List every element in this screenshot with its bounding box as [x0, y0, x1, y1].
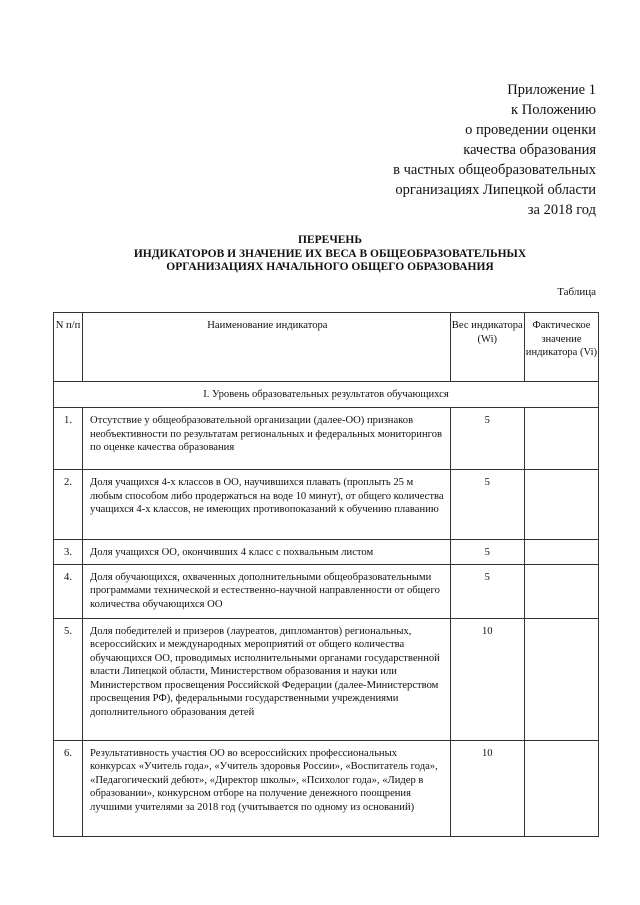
indicators-table — [53, 312, 599, 837]
table-row — [54, 470, 599, 540]
appendix-line: о проведении оценки — [465, 122, 596, 138]
heading-subtitle-line: ИНДИКАТОРОВ И ЗНАЧЕНИЕ ИХ ВЕСА В ОБЩЕОБРАЗОВАТЕЛЬНЫХ — [133, 247, 527, 260]
row-actual-value — [524, 470, 598, 540]
row-indicator-name: Доля учащихся ОО, окончивших 4 класс с похвальным листом — [83, 540, 451, 565]
row-actual-value — [524, 540, 598, 565]
header-number: N п/п — [54, 313, 83, 382]
appendix-line: к Положению — [511, 102, 596, 118]
appendix-line: в частных общеобразовательных — [393, 162, 596, 178]
row-number: 3. — [54, 540, 83, 565]
row-number: 2. — [54, 470, 83, 540]
row-weight: 5 — [450, 564, 524, 618]
document-heading — [60, 234, 600, 275]
row-number: 4. — [54, 564, 83, 618]
header-actual-value: Фактическое значение индикатора (Vi) — [524, 313, 598, 382]
row-actual-value — [524, 618, 598, 740]
row-actual-value — [524, 740, 598, 836]
section-title: I. Уровень образовательных результатов обучающихся — [54, 382, 599, 408]
row-weight: 10 — [450, 618, 524, 740]
heading-title: ПЕРЕЧЕНЬ — [298, 234, 362, 246]
row-number: 5. — [54, 618, 83, 740]
row-indicator-name: Доля обучающихся, охваченных дополнительными общеобразовательными программами технической и естественно-научной направленности от общего количества обучающихся ОО — [83, 564, 451, 618]
appendix-line: качества образования — [463, 142, 596, 158]
appendix-note — [393, 80, 596, 220]
row-number: 1. — [54, 408, 83, 470]
table-row — [54, 408, 599, 470]
row-indicator-name: Доля победителей и призеров (лауреатов, дипломантов) региональных, всероссийских и международных мероприятий от общего количества обучающихся ОО, проводимых исполнительными органами государственной власти Липецкой области, Министерством образования и науки или Министерством просвещения Российской Федерации (далее-Министерством просвещения РФ), федеральными государственными учреждениями дополнительного образования детей — [83, 618, 451, 740]
heading-subtitle-line: ОРГАНИЗАЦИЯХ НАЧАЛЬНОГО ОБЩЕГО ОБРАЗОВАНИЯ — [166, 261, 494, 273]
row-actual-value — [524, 408, 598, 470]
row-weight: 10 — [450, 740, 524, 836]
appendix-line: за 2018 год — [527, 202, 596, 218]
row-weight: 5 — [450, 540, 524, 565]
row-indicator-name: Доля учащихся 4-х классов в ОО, научившихся плавать (проплыть 25 м любым способом либо продержаться на воде 10 минут), от общего количества учащихся 4-х классов, не имеющих противопоказаний к обучению плаванию — [83, 470, 451, 540]
row-weight: 5 — [450, 408, 524, 470]
header-weight: Вес индикатора (Wi) — [450, 313, 524, 382]
table-caption: Таблица — [557, 286, 596, 298]
section-row — [54, 382, 599, 408]
row-indicator-name: Отсутствие у общеобразовательной организации (далее-ОО) признаков необъективности по результатам региональных и федеральных мониторингов по оценке качества образования — [83, 408, 451, 470]
table-row — [54, 740, 599, 836]
row-actual-value — [524, 564, 598, 618]
table-row — [54, 618, 599, 740]
row-weight: 5 — [450, 470, 524, 540]
appendix-line: Приложение 1 — [507, 82, 596, 98]
appendix-line: организациях Липецкой области — [395, 182, 596, 198]
table-row — [54, 540, 599, 565]
table-row — [54, 564, 599, 618]
row-indicator-name: Результативность участия ОО во всероссийских профессиональных конкурсах «Учитель года», «Учитель здоровья России», «Воспитатель года», «Педагогический дебют», «Директор школы», «Психолог года», «Лидер в образовании», конкурсном отборе на получение денежного поощрения лучшими учителями за 2018 год (учитывается по одному из оснований) — [83, 740, 451, 836]
row-number: 6. — [54, 740, 83, 836]
table-header-row — [54, 313, 599, 382]
header-indicator-name: Наименование индикатора — [83, 313, 451, 382]
